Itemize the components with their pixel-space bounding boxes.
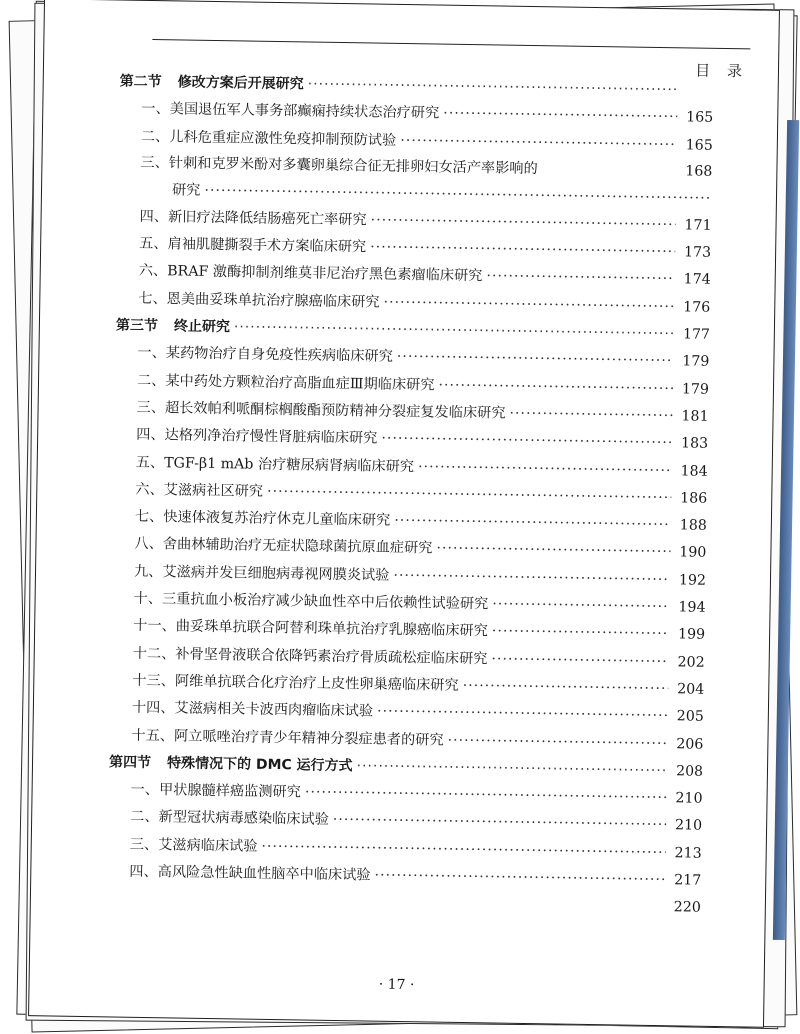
item-page-number: 210 xyxy=(674,817,703,835)
section-page-number: 177 xyxy=(682,326,710,343)
item-number: 十、 xyxy=(133,590,163,608)
leader-dots xyxy=(400,127,677,159)
item-page-number: 181 xyxy=(681,408,709,425)
item-page-number: 206 xyxy=(676,735,704,753)
leader-dots xyxy=(492,591,670,621)
leader-dots xyxy=(492,619,670,649)
item-title-continued: 研究 xyxy=(171,182,201,199)
item-page-number: 204 xyxy=(677,681,705,698)
item-title: 高风险急性缺血性脑卒中临床试验 xyxy=(157,864,371,884)
item-title: 三重抗血小板治疗减少缺血性卒中后依赖性试验研究 xyxy=(161,591,489,613)
item-number: 二、 xyxy=(136,372,166,389)
leader-dots xyxy=(486,264,675,294)
item-title: 艾滋病并发巨细胞病毒视网膜炎试验 xyxy=(162,563,390,584)
leader-dots xyxy=(394,508,671,540)
item-page-number: 213 xyxy=(674,845,702,862)
item-title: 阿维单抗联合化疗治疗上皮性卵巢癌临床研究 xyxy=(174,673,459,694)
item-page-number: 199 xyxy=(677,626,706,644)
item-title: 补骨坚骨液联合依降钙素治疗骨质疏松症临床研究 xyxy=(175,646,488,667)
item-page-number: 217 xyxy=(674,872,702,889)
item-number: 九、 xyxy=(133,563,163,580)
leader-dots xyxy=(397,344,674,376)
item-number: 八、 xyxy=(134,536,163,553)
item-page-number: 176 xyxy=(683,299,711,316)
header-label: 目 录 xyxy=(695,61,749,81)
page-number: · 17 · xyxy=(378,976,415,994)
item-title: 美国退伍军人事务部癫痫持续状态治疗研究 xyxy=(169,101,440,122)
item-page-number: 173 xyxy=(683,244,712,261)
item-number: 十三、 xyxy=(132,672,176,690)
item-page-number: 165 xyxy=(685,136,713,154)
item-title: 肩袖肌腱撕裂手术方案临床研究 xyxy=(167,236,367,256)
item-number: 七、 xyxy=(138,290,167,308)
item-number: 四、 xyxy=(136,427,165,444)
item-page-number: 183 xyxy=(680,435,709,453)
item-page-number: 168 xyxy=(685,163,713,180)
header-rule xyxy=(152,39,750,49)
item-number: 五、 xyxy=(139,235,168,253)
item-title: TGF-β1 mAb 治疗糖尿病肾病临床研究 xyxy=(164,454,415,475)
section-label: 第四节 xyxy=(108,754,152,771)
item-number: 七、 xyxy=(134,508,164,526)
item-title: 超长效帕利哌酮棕榈酸酯预防精神分裂症复发临床研究 xyxy=(164,400,506,422)
item-number: 六、 xyxy=(135,481,164,499)
item-number: 一、 xyxy=(130,781,160,799)
section-label: 第二节 xyxy=(119,73,162,91)
item-title: 艾滋病临床试验 xyxy=(158,836,258,855)
item-page-number: 174 xyxy=(683,271,711,289)
leader-dots xyxy=(443,101,677,132)
item-page-number: 190 xyxy=(679,544,707,562)
item-page-number: 194 xyxy=(678,599,706,616)
item-title: 新旧疗法降低结肠癌死亡率研究 xyxy=(167,209,367,229)
item-title: 某药物治疗自身免疫性疾病临床研究 xyxy=(165,345,393,366)
item-title: 某中药处方颗粒治疗高脂血症Ⅲ期临床研究 xyxy=(165,372,435,394)
item-number: 二、 xyxy=(130,809,159,826)
item-page-number: 186 xyxy=(680,490,708,507)
section-title: 终止研究 xyxy=(173,318,231,336)
section-title: 修改方案后开展研究 xyxy=(177,74,304,93)
item-title: 阿立哌唑治疗青少年精神分裂症患者的研究 xyxy=(173,727,444,749)
leader-dots xyxy=(509,401,673,431)
section-label: 第三节 xyxy=(115,317,159,335)
item-page-number: 179 xyxy=(682,353,710,371)
item-page-number: 179 xyxy=(681,381,710,398)
item-number: 一、 xyxy=(137,345,166,362)
leader-dots xyxy=(462,673,668,704)
leader-dots xyxy=(436,536,670,567)
item-number: 十一、 xyxy=(133,618,176,635)
item-title: 针刺和克罗米酚对多囊卵巢综合征无排卵妇女活产率影响的 xyxy=(168,155,538,177)
item-title: 甲状腺髓样癌监测研究 xyxy=(158,782,302,801)
item-page-number: 205 xyxy=(676,708,704,725)
item-title: 儿科危重症应激性免疫抑制预防试验 xyxy=(169,128,397,149)
item-number: 一、 xyxy=(141,101,170,118)
item-title: 新型冠状病毒感染临床试验 xyxy=(158,809,329,829)
item-number: 十四、 xyxy=(131,699,175,717)
section-page-number: 208 xyxy=(676,763,704,780)
item-title: 舍曲林辅助治疗无症状隐球菌抗原血症研究 xyxy=(162,536,433,557)
item-page-number: 171 xyxy=(684,217,712,234)
item-title: 曲妥珠单抗联合阿替利珠单抗治疗乳腺癌临床研究 xyxy=(175,618,488,640)
item-page-number: 188 xyxy=(679,517,707,534)
item-title: 快速体液复苏治疗休克儿童临床研究 xyxy=(163,509,391,529)
item-number: 四、 xyxy=(129,863,158,881)
item-page-number: 192 xyxy=(678,572,707,589)
item-page-number: 202 xyxy=(677,653,705,671)
trailing-page-number: 220 xyxy=(673,899,701,917)
table-of-contents xyxy=(107,68,714,922)
item-number: 五、 xyxy=(135,454,165,471)
leader-dots xyxy=(438,372,673,403)
item-page-number: 210 xyxy=(675,790,703,807)
item-title: 艾滋病相关卡波西肉瘤临床试验 xyxy=(174,700,374,720)
item-number: 三、 xyxy=(140,154,169,172)
item-page-number: 165 xyxy=(686,109,714,127)
item-number: 三、 xyxy=(129,836,159,853)
item-title: BRAF 激酶抑制剂维莫非尼治疗黑色素瘤临床研究 xyxy=(167,263,483,285)
item-title: 艾滋病社区研究 xyxy=(163,482,264,500)
leader-dots xyxy=(491,646,669,676)
item-number: 三、 xyxy=(136,399,166,417)
leader-dots xyxy=(393,563,670,595)
item-number: 四、 xyxy=(139,208,169,226)
leader-dots xyxy=(447,727,667,758)
item-number: 二、 xyxy=(140,128,170,145)
item-title: 达格列净治疗慢性肾脏病临床研究 xyxy=(164,427,378,447)
item-number: 十二、 xyxy=(132,645,176,663)
section-title: 特殊情况下的 DMC 运行方式 xyxy=(166,755,353,775)
item-number: 十五、 xyxy=(131,727,175,744)
item-title: 恩美曲妥珠单抗治疗腺癌临床研究 xyxy=(166,291,380,311)
leader-dots xyxy=(418,454,672,485)
book-page xyxy=(28,0,780,1028)
item-page-number: 184 xyxy=(680,462,708,480)
item-number: 六、 xyxy=(138,263,168,280)
